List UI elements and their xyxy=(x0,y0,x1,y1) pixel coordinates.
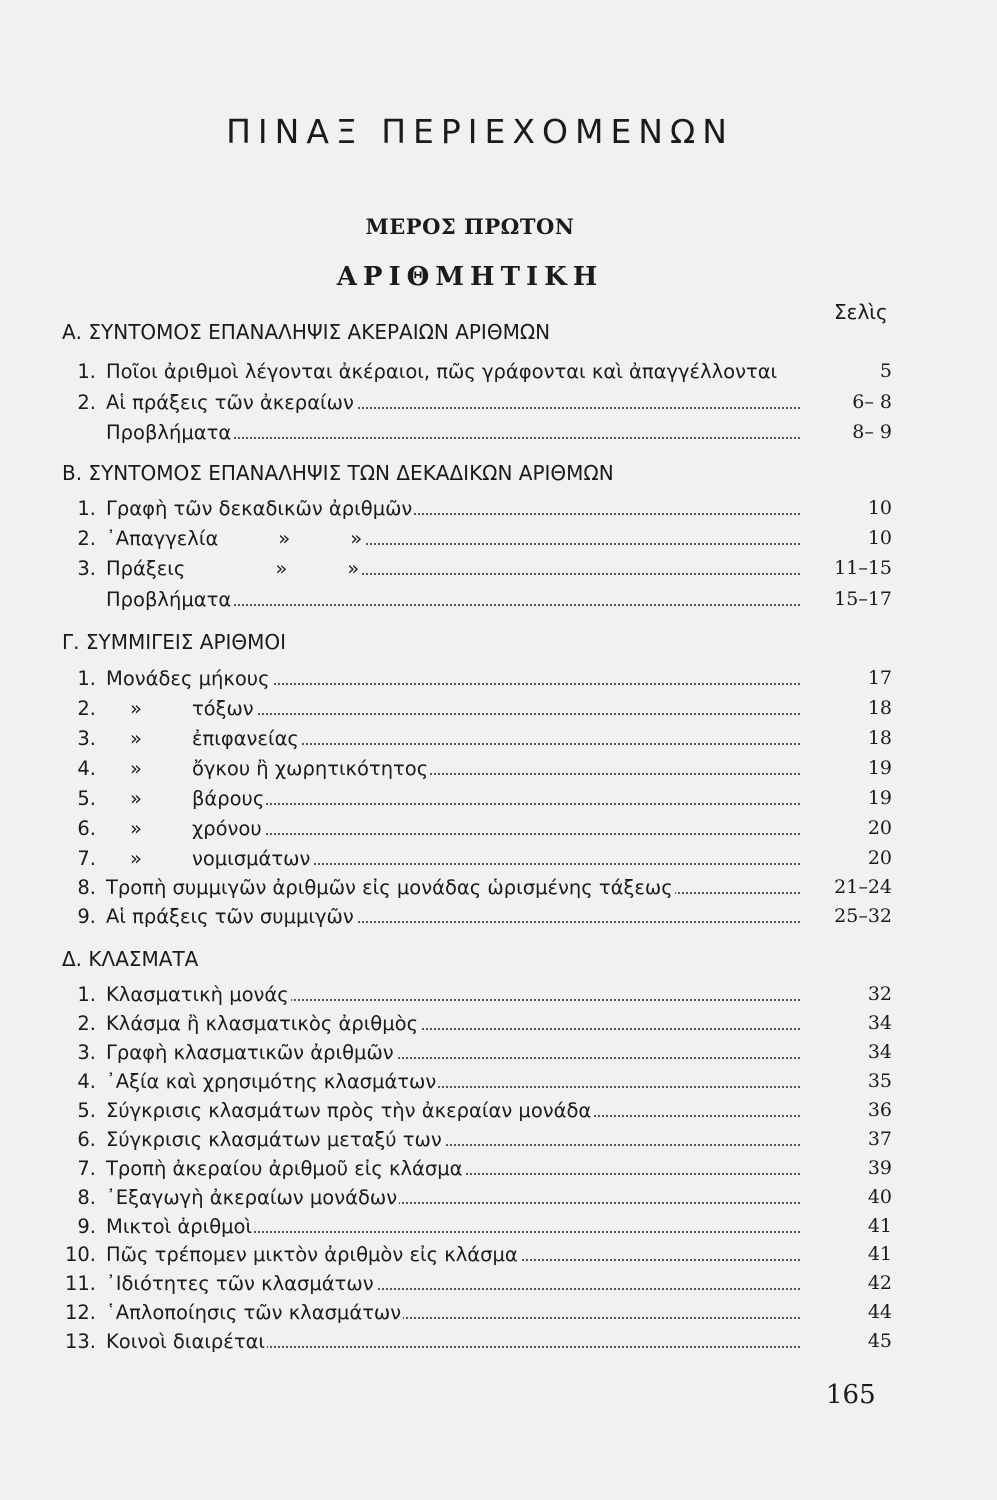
toc-entry xyxy=(62,1157,892,1187)
entry-title: Μονάδες μήκους xyxy=(106,667,270,690)
entry-title: Κλάσμα ἢ κλασματικὸς ἀριθμὸς xyxy=(106,1012,419,1035)
entry-title: Προβλήματα xyxy=(106,588,232,611)
entry-number: 1. xyxy=(77,497,96,520)
toc-entry xyxy=(62,1330,892,1360)
entry-title: Γραφὴ τῶν δεκαδικῶν ἀριθμῶν xyxy=(106,497,413,520)
entry-title xyxy=(106,757,430,780)
entry-title: ᾿Εξαγωγὴ ἀκεραίων μονάδων xyxy=(106,1186,398,1209)
entry-number: 1. xyxy=(77,983,96,1006)
entry-page: 18 xyxy=(802,697,892,719)
entry-title: Τροπὴ ἀκεραίου ἀριθμοῦ εἰς κλάσμα xyxy=(106,1157,463,1180)
entry-title xyxy=(106,527,364,550)
entry-number: 2. xyxy=(77,527,96,550)
entry-number: 3. xyxy=(77,727,96,750)
toc-entry xyxy=(62,1243,892,1273)
entry-title xyxy=(106,817,264,840)
toc-entry xyxy=(62,1186,892,1216)
entry-number: 3. xyxy=(77,1041,96,1064)
entry-page: 39 xyxy=(802,1157,892,1179)
entry-title-text: ὄγκου ἢ χωρητικότητος xyxy=(191,757,429,780)
toc-entry xyxy=(62,876,892,906)
ditto-mark: » xyxy=(275,557,288,580)
entry-title: ᾿Ιδιότητες τῶν κλασμάτων xyxy=(106,1272,374,1295)
toc-entry xyxy=(62,1215,892,1245)
entry-page: 41 xyxy=(802,1215,892,1237)
entry-page: 20 xyxy=(802,847,892,869)
entry-title: Αἱ πράξεις τῶν ἀκεραίων xyxy=(106,391,354,414)
entry-page: 20 xyxy=(802,817,892,839)
entry-page: 11–15 xyxy=(802,557,892,579)
entry-title xyxy=(106,557,361,580)
entry-page: 6– 8 xyxy=(802,391,892,413)
entry-page: 17 xyxy=(802,667,892,689)
entry-title: Τροπὴ συμμιγῶν ἀριθμῶν εἰς μονάδας ὡρισμένης τάξεως xyxy=(106,876,673,899)
entry-title: Αἱ πράξεις τῶν συμμιγῶν xyxy=(106,905,354,928)
toc-entry xyxy=(62,1301,892,1331)
toc-entry xyxy=(62,1041,892,1071)
ditto-mark: » xyxy=(130,727,142,750)
toc-entry xyxy=(62,757,892,787)
entry-title-text: χρόνου xyxy=(191,817,262,840)
ditto-mark: » xyxy=(130,757,142,780)
entry-number: 9. xyxy=(77,1215,96,1238)
entry-title-text: νομισμάτων xyxy=(191,847,311,870)
entry-number: 7. xyxy=(77,1157,96,1180)
entry-title-text: Πράξεις xyxy=(106,557,186,580)
toc-entry xyxy=(62,1099,892,1129)
toc-entry xyxy=(62,817,892,847)
entry-number: 2. xyxy=(77,1012,96,1035)
entry-page: 37 xyxy=(802,1128,892,1150)
entry-number: 4. xyxy=(77,1070,96,1093)
entry-page: 45 xyxy=(802,1330,892,1352)
entry-title: Κοινοὶ διαιρέται xyxy=(106,1330,266,1353)
entry-number: 2. xyxy=(77,697,96,720)
toc-entry xyxy=(62,697,892,727)
toc-entry xyxy=(62,983,892,1013)
section-heading-b: Β. ΣΥΝΤΟΜΟΣ ΕΠΑΝΑΛΗΨΙΣ ΤΩΝ ΔΕΚΑΔΙΚΩΝ ΑΡΙΘΜΩΝ xyxy=(62,461,614,485)
entry-page: 41 xyxy=(802,1243,892,1265)
ditto-mark: » xyxy=(130,787,142,810)
entry-title: Προβλήματα xyxy=(106,421,232,444)
entry-title-text: βάρους xyxy=(191,787,265,810)
entry-page: 34 xyxy=(802,1012,892,1034)
toc-title: ΠΙΝΑΞ ΠΕΡΙΕΧΟΜΕΝΩΝ xyxy=(226,112,734,151)
page-number: 165 xyxy=(826,1380,876,1410)
toc-entry xyxy=(62,588,892,618)
ditto-mark: » xyxy=(278,527,291,550)
entry-number: 7. xyxy=(77,847,96,870)
entry-page: 8– 9 xyxy=(802,421,892,443)
entry-page: 5 xyxy=(802,360,892,382)
entry-number: 1. xyxy=(77,667,96,690)
entry-number: 3. xyxy=(77,557,96,580)
entry-number: 6. xyxy=(77,817,96,840)
entry-title: Ποῖοι ἀριθμοὶ λέγονται ἀκέραιοι, πῶς γράφονται καὶ ἀπαγγέλλονται xyxy=(106,360,778,383)
entry-number: 13. xyxy=(64,1330,96,1353)
toc-entry xyxy=(62,905,892,935)
entry-title: ᾿Αξία καὶ χρησιμότης κλασμάτων xyxy=(106,1070,437,1093)
section-heading-c: Γ. ΣΥΜΜΙΓΕΙΣ ΑΡΙΘΜΟΙ xyxy=(62,630,287,654)
entry-page: 19 xyxy=(802,787,892,809)
entry-page: 21–24 xyxy=(802,876,892,898)
entry-title-text: τόξων xyxy=(191,697,254,720)
section-heading-a: Α. ΣΥΝΤΟΜΟΣ ΕΠΑΝΑΛΗΨΙΣ ΑΚΕΡΑΙΩΝ ΑΡΙΘΜΩΝ xyxy=(62,320,551,344)
entry-number: 8. xyxy=(77,1186,96,1209)
entry-page: 15–17 xyxy=(802,588,892,610)
toc-entry xyxy=(62,847,892,877)
entry-title xyxy=(106,697,256,720)
entry-title: Σύγκρισις κλασμάτων πρὸς τὴν ἀκεραίαν μονάδα xyxy=(106,1099,592,1122)
entry-number: 5. xyxy=(77,787,96,810)
ditto-mark: » xyxy=(130,697,142,720)
entry-page: 19 xyxy=(802,757,892,779)
toc-entry xyxy=(62,667,892,697)
ditto-mark: » xyxy=(347,557,360,580)
page-column-label: Σελὶς xyxy=(834,300,888,324)
entry-page: 42 xyxy=(802,1272,892,1294)
entry-number: 8. xyxy=(77,876,96,899)
entry-page: 32 xyxy=(802,983,892,1005)
entry-number: 5. xyxy=(77,1099,96,1122)
toc-entry xyxy=(62,557,892,587)
entry-title xyxy=(106,787,266,810)
toc-entry xyxy=(62,497,892,527)
toc-entry xyxy=(62,391,892,421)
subject-title: ΑΡΙΘΜΗΤΙΚΗ xyxy=(336,262,604,292)
ditto-mark: » xyxy=(130,847,142,870)
entry-number: 10. xyxy=(64,1243,96,1266)
toc-entry xyxy=(62,1272,892,1302)
entry-number: 6. xyxy=(77,1128,96,1151)
entry-title: Πῶς τρέπομεν μικτὸν ἀριθμὸν εἰς κλάσμα xyxy=(106,1243,518,1266)
toc-entry xyxy=(62,1070,892,1100)
section-heading-d: Δ. ΚΛΑΣΜΑΤΑ xyxy=(62,947,199,971)
entry-number: 12. xyxy=(64,1301,96,1324)
entry-title: Σύγκρισις κλασμάτων μεταξύ των xyxy=(106,1128,442,1151)
entry-title: Γραφὴ κλασματικῶν ἀριθμῶν xyxy=(106,1041,394,1064)
entry-title-text: ἐπιφανείας xyxy=(191,727,299,750)
ditto-mark: » xyxy=(350,527,363,550)
toc-entry xyxy=(62,1128,892,1158)
ditto-mark: » xyxy=(130,817,142,840)
entry-number: 2. xyxy=(77,391,96,414)
entry-page: 18 xyxy=(802,727,892,749)
entry-number: 1. xyxy=(77,360,96,383)
entry-title: Μικτοὶ ἀριθμοὶ xyxy=(106,1215,253,1238)
entry-page: 25–32 xyxy=(802,905,892,927)
entry-page: 35 xyxy=(802,1070,892,1092)
toc-entry xyxy=(62,787,892,817)
entry-number: 9. xyxy=(77,905,96,928)
entry-title xyxy=(106,847,312,870)
entry-page: 10 xyxy=(802,497,892,519)
entry-title: Κλασματικὴ μονάς xyxy=(106,983,289,1006)
toc-entry xyxy=(62,1012,892,1042)
entry-title: ῾Απλοποίησις τῶν κλασμάτων xyxy=(106,1301,402,1324)
entry-number: 4. xyxy=(77,757,96,780)
toc-entry xyxy=(62,360,892,390)
entry-number: 11. xyxy=(64,1272,96,1295)
toc-entry xyxy=(62,527,892,557)
entry-page: 10 xyxy=(802,527,892,549)
entry-page: 44 xyxy=(802,1301,892,1323)
toc-entry xyxy=(62,727,892,757)
toc-entry xyxy=(62,421,892,451)
entry-title xyxy=(106,727,301,750)
part-title: ΜΕΡΟΣ ΠΡΩΤΟΝ xyxy=(365,214,575,239)
entry-page: 40 xyxy=(802,1186,892,1208)
entry-page: 36 xyxy=(802,1099,892,1121)
entry-title-text: ᾿Απαγγελία xyxy=(106,527,219,550)
entry-page: 34 xyxy=(802,1041,892,1063)
